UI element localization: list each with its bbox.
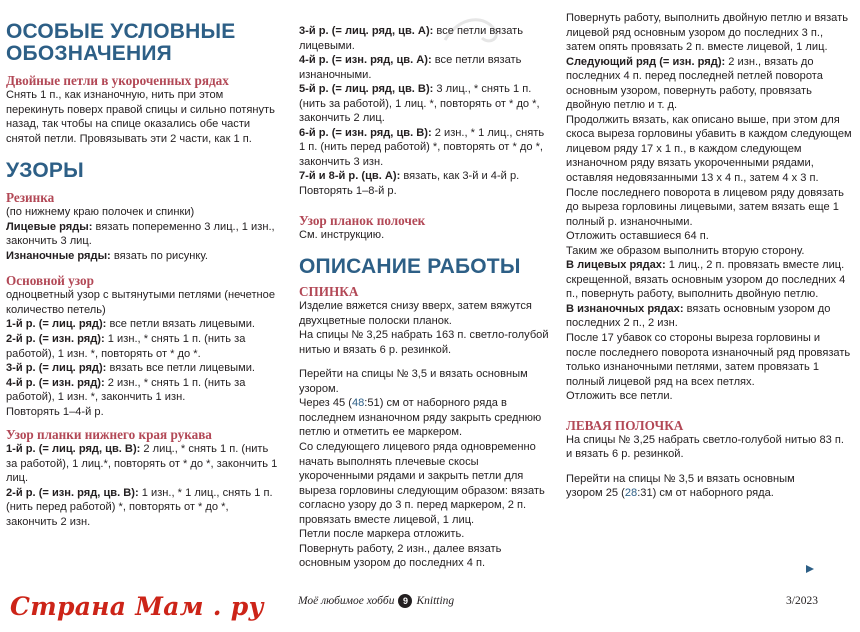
paragraph: 7-й и 8-й р. (цв. А): вязать, как 3-й и 4-й р. Повторять 1–8-й р. — [299, 170, 520, 198]
issue-number: 3/2023 — [786, 595, 818, 607]
subheading-left-front: ЛЕВАЯ ПОЛОЧКА — [566, 417, 684, 433]
paragraph: Петли после маркера отложить. — [299, 528, 465, 541]
paragraph: 4-й р. (= изн. ряд, цв. А): все петли вязать изнаночными. — [299, 54, 522, 81]
paragraph: Отложить все петли. — [566, 390, 673, 403]
paragraph: На спицы № 3,25 набрать светло-голубой нитью 83 п. и вязать 6 р. резинкой. — [566, 433, 844, 461]
paragraph: 2-й р. (= изн. ряд): 1 изн., * снять 1 п. (нить за работой), 1 изн. *, повторять от * до *. — [6, 333, 246, 360]
paragraph: Изнаночные ряды: вязать по рисунку. — [6, 249, 208, 262]
paragraph: 3-й р. (= лиц. ряд): вязать все петли лицевыми. — [6, 362, 255, 375]
paragraph: Перейти на спицы № 3,5 и вязать основным узором. — [299, 368, 528, 395]
subheading-back: СПИНКА — [299, 284, 359, 300]
paragraph: Снять 1 п., как изнаночную, нить при этом перекинуть поверх правой спицы и сильно потянуть назад, так чтобы на спице оказались обе части снятой петли. Провязывать эти 2 части, как 1 п. — [6, 89, 275, 145]
paragraph: 4-й р. (= изн. ряд): 2 изн., * снять 1 п. (нить за работой), 1 изн. *, закончить 1 изн. — [6, 376, 246, 404]
paragraph: Перейти на спицы № 3,5 и вязать основным узором 25 (28:31) см от наборного ряда. — [566, 472, 795, 500]
paragraph: 3-й р. (= лиц. ряд, цв. А): все петли вязать лицевыми. — [299, 25, 524, 52]
subheading-rib: Резинка — [6, 190, 55, 206]
paragraph: В изнаночных рядах: вязать основным узором до последних 2 п., 2 изн. — [566, 302, 831, 330]
paragraph: 5-й р. (= лиц. ряд, цв. В): 3 лиц., * снять 1 п. (нить за работой), 1 лиц. *, повторять от * до *, закончить 2 лиц. — [299, 83, 540, 125]
paragraph: В лицевых рядах: 1 лиц., 2 п. провязать вместе лиц. скрещенной, вязать основным узором до последних 4 п., повернуть работу, выполнить двойную петлю. — [566, 259, 846, 301]
subheading-double-stitches: Двойные петли в укороченных рядах — [6, 73, 229, 88]
column-right — [566, 11, 852, 501]
paragraph: 6-й р. (= изн. ряд, цв. В): 2 изн., * 1 лиц., снять 1 п. (нить перед работой) *, повторять от * до *, закончить 3 изн. — [299, 126, 545, 168]
paragraph: Следующий ряд (= изн. ряд): 2 изн., вязать до последних 4 п. перед последней петлей поворота основным узором, повернуть работу, провязать двойную петлю и т. д. — [566, 55, 823, 112]
paragraph: Отложить оставшиеся 64 п. — [566, 230, 709, 243]
paragraph: Изделие вяжется снизу вверх, затем вяжутся двухцветные полоски планок. — [299, 300, 532, 327]
site-watermark: Страна Мам . ру — [10, 592, 264, 621]
paragraph: Таким же образом выполнить вторую сторону. — [566, 244, 805, 257]
magazine-footer — [298, 594, 454, 608]
paragraph: После последнего поворота в лицевом ряду довязать до выреза горловины лицевыми, затем вязать еще 1 полный р. изнаночными. — [566, 186, 844, 228]
paragraph: одноцветный узор с вытянутыми петлями (нечетное количество петель) — [6, 289, 276, 316]
arrow-right-icon — [806, 565, 814, 573]
paragraph: Лицевые ряды: вязать попеременно 3 лиц., 1 изн., закончить 3 лиц. — [6, 220, 275, 248]
page-number: 9 — [398, 594, 412, 608]
magazine-title: Моё любимое хобби — [298, 595, 395, 607]
paragraph: 2-й р. (= изн. ряд, цв. В): 1 изн., * 1 лиц., снять 1 п. (нить перед работой) *, повторять от * до *, закончить 2 изн. — [6, 486, 273, 529]
paragraph: Повернуть работу, выполнить двойную петлю и вязать лицевой ряд основным узором до последних 3 п., затем опять провязать 2 п. вместе лицевой, 1 лиц. — [566, 12, 848, 54]
paragraph: (по нижнему краю полочек и спинки) — [6, 206, 195, 219]
paragraph: Повернуть работу, 2 изн., далее вязать основным узором до последних 4 п. — [299, 542, 502, 570]
section-title-patterns: УЗОРЫ — [6, 159, 84, 183]
paragraph: См. инструкцию. — [299, 228, 385, 241]
paragraph: Повторять 1–4-й р. — [6, 405, 104, 418]
section-title-description: ОПИСАНИЕ РАБОТЫ — [299, 255, 521, 279]
paragraph: Со следующего лицевого ряда одновременно начать выполнять плечевые скосы укороченными рядами и закрыть петли для выреза горловины следующим образом: вязать согласно узору до 3 п. перед маркером, 2 п. провязать вместе лицевой, 1 лиц. — [299, 441, 545, 526]
paragraph: Через 45 (48:51) см от наборного ряда в последнем изнаночном ряду закрыть среднюю петлю и отметить ее маркером. — [299, 397, 542, 439]
paragraph: На спицы № 3,25 набрать 163 п. светло-голубой нитью и вязать 6 р. резинкой. — [299, 329, 549, 356]
paragraph: 1-й р. (= лиц. ряд): все петли вязать лицевыми. — [6, 318, 255, 331]
section-title-special-symbols: ОСОБЫЕ УСЛОВНЫЕ ОБОЗНАЧЕНИЯ — [6, 20, 236, 65]
paragraph: 1-й р. (= лиц. ряд, цв. В): 2 лиц., * снять 1 п. (нить за работой), 1 лиц.*, повторять от * до *, закончить 1 лиц. — [6, 443, 278, 485]
subheading-sleeve-placket: Узор планки нижнего края рукава — [6, 427, 212, 443]
column-middle — [299, 24, 549, 571]
paragraph: После 17 убавок со стороны выреза горловины и после последнего поворота изнаночный ряд провязать только изнаночными петлями, затем провязать 1 полный лицевой ряд на всех петлях. — [566, 332, 851, 388]
subheading-main-pattern: Основной узор — [6, 273, 94, 289]
paragraph: Продолжить вязать, как описано выше, при этом для скоса выреза горловины убавить в каждом следующем лицевом ряду 17 x 1 п., в каждом следующем изнаночном ряду вязать укороченными рядами, оставляя недовязанными 13 x 4 п., затем 4 x 3 п. — [566, 113, 852, 185]
magazine-section: Knitting — [416, 595, 455, 607]
subheading-placket-pattern: Узор планок полочек — [299, 212, 426, 228]
column-left — [6, 21, 282, 530]
